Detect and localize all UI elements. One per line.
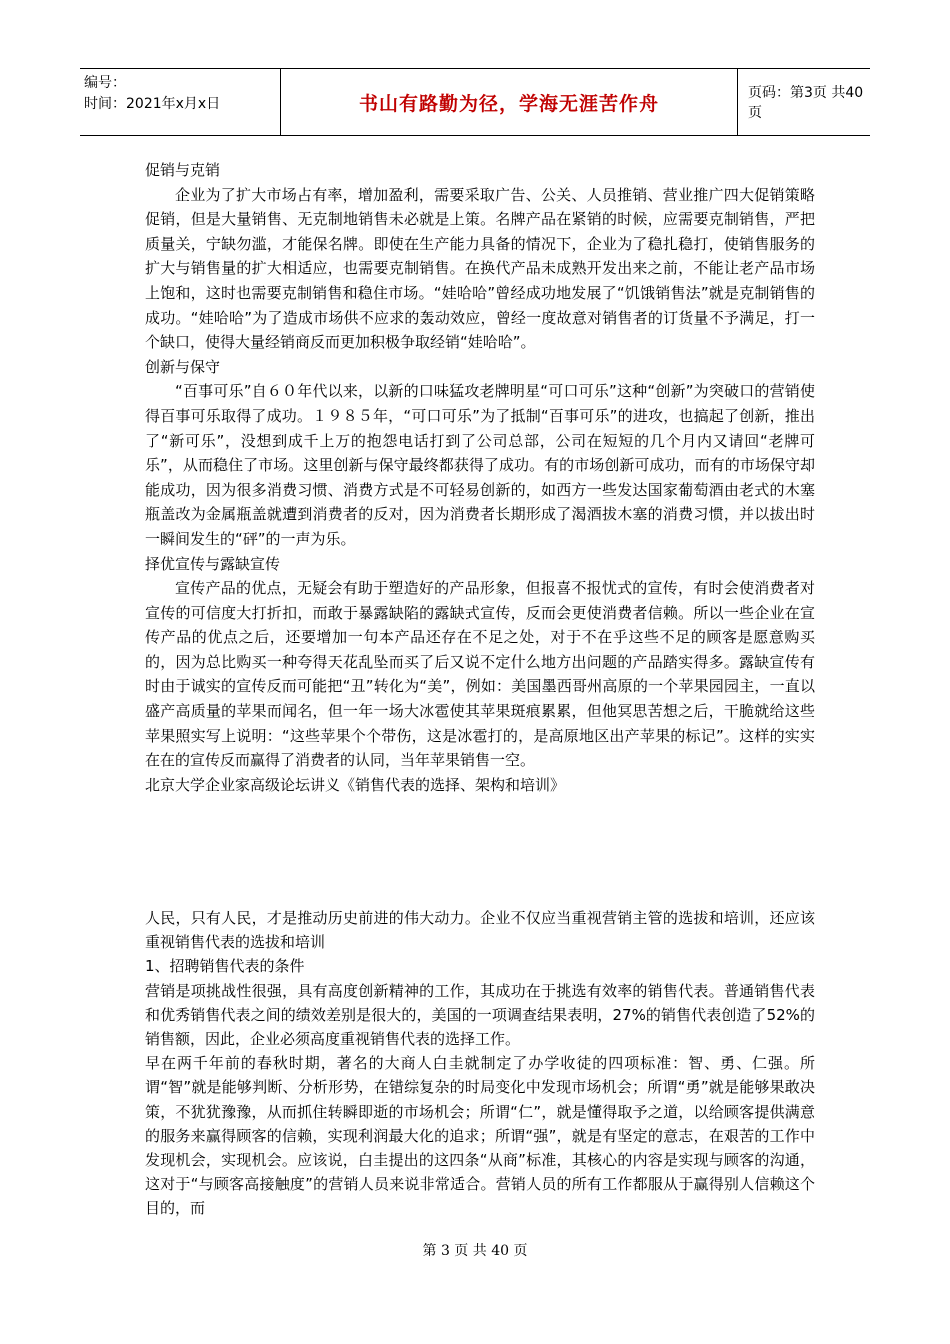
body-paragraph: 早在两千年前的春秋时期，著名的大商人白圭就制定了办学收徒的四项标准：智、勇、仁强。所谓“智”就是能够判断、分析形势，在错综复杂的时局变化中发现市场机会；所谓“勇”就是能够果敢决策，不犹犹豫豫，从而抓住转瞬即逝的市场机会；所谓“仁”，就是懂得取予之道，以给顾客提供满意的服务来赢得顾客的信赖，实现利润最大化的追求；所谓“强”，就是有坚定的意志，在艰苦的工作中发现机会，实现机会。应该说，白圭提出的这四条“从商”标准，其核心的内容是实现与顾客的沟通，这对于“与顾客高接触度”的营销人员来说非常适合。营销人员的所有工作都服从于赢得别人信赖这个目的，而 xyxy=(145,1054,815,1218)
section-paragraph: 企业为了扩大市场占有率，增加盈利，需要采取广告、公关、人员推销、营业推广四大促销策略促销，但是大量销售、无克制地销售未必就是上策。名牌产品在紧销的时候，应需要克制销售，严把质量关，宁缺勿滥，才能保名牌。即使在生产能力具备的情况下，企业为了稳扎稳打，使销售服务的扩大与销售量的扩大相适应，也需要克制销售。在换代产品未成熟开发出来之前，不能让老产品市场上饱和，这时也需要克制销售和稳住市场。“娃哈哈”曾经成功地发展了“饥饿销售法”就是克制销售的成功。“娃哈哈”为了造成市场供不应求的轰动效应，曾经一度故意对销售者的订货量不予满足，打一个缺口，使得大量经销商反而更加积极争取经销“娃哈哈”。 xyxy=(145,185,815,352)
header-meta xyxy=(80,69,280,135)
subsection-heading: 1、招聘销售代表的条件 xyxy=(145,957,305,976)
document-body xyxy=(145,158,815,797)
header-motto: 书山有路勤为径，学海无涯苦作舟 xyxy=(358,92,659,115)
section-heading: 创新与保守 xyxy=(145,357,221,376)
header-motto-cell xyxy=(280,69,738,135)
document-number-label: 编号： xyxy=(84,75,126,91)
lecture-title: 北京大学企业家高级论坛讲义《销售代表的选择、架构和培训》 xyxy=(145,775,566,794)
body-paragraph: 营销是项挑战性很强，具有高度创新精神的工作，其成功在于挑选有效率的销售代表。普通销售代表和优秀销售代表之间的绩效差别是很大的，美国的一项调查结果表明，27%的销售代表创造了52%的销售额，因此，企业必须高度重视销售代表的选择工作。 xyxy=(145,981,815,1049)
page-footer: 第 3 页 共 40 页 xyxy=(422,1243,528,1259)
document-date: 时间：2021年x月x日 xyxy=(84,96,221,112)
page-header xyxy=(80,68,870,136)
section-paragraph: 宣传产品的优点，无疑会有助于塑造好的产品形象，但报喜不报忧式的宣传，有时会使消费者对宣传的可信度大打折扣，而敢于暴露缺陷的露缺式宣传，反而会更使消费者信赖。所以一些企业在宣传产品的优点之后，还要增加一句本产品还存在不足之处，对于不在乎这些不足的顾客是愿意购买的，因为总比购买一种夸得天花乱坠而买了后又说不定什么地方出问题的产品踏实得多。露缺宣传有时由于诚实的宣传反而可能把“丑”转化为“美”，例如：美国墨西哥州高原的一个苹果园园主，一直以盛产高质量的苹果而闻名，但一年一场大冰雹使其苹果斑痕累累，但他冥思苦想之后，干脆就给这些苹果照实写上说明：“这些苹果个个带伤，这是冰雹打的，是高原地区出产苹果的标记”。这样的实实在在的宣传反而赢得了消费者的认同，当年苹果销售一空。 xyxy=(145,579,815,770)
document-body-part2 xyxy=(145,906,815,1221)
section-paragraph: “百事可乐”自６０年代以来，以新的口味猛攻老牌明星“可口可乐”这种“创新”为突破口的营销使得百事可乐取得了成功。１９８５年，“可口可乐”为了抵制“百事可乐”的进攻，也搞起了创新，推出了“新可乐”，没想到成千上万的抱怨电话打到了公司总部，公司在短短的几个月内又请回“老牌可乐”，从而稳住了市场。这里创新与保守最终都获得了成功。有的市场创新可成功，而有的市场保守却能成功，因为很多消费习惯、消费方式是不可轻易创新的，如西方一些发达国家葡萄酒由老式的木塞瓶盖改为金属瓶盖就遭到消费者的反对，因为消费者长期形成了渴酒拔木塞的消费习惯，并以拔出时一瞬间发生的“砰”的一声为乐。 xyxy=(145,382,815,548)
header-page-info: 页码：第3页 共40页 xyxy=(748,85,864,121)
section-heading: 择优宣传与露缺宣传 xyxy=(145,554,281,573)
section-heading: 促销与克销 xyxy=(145,161,221,179)
intro-paragraph: 人民，只有人民，才是推动历史前进的伟大动力。企业不仅应当重视营销主管的选拔和培训，还应该重视销售代表的选拔和培训 xyxy=(145,909,815,952)
